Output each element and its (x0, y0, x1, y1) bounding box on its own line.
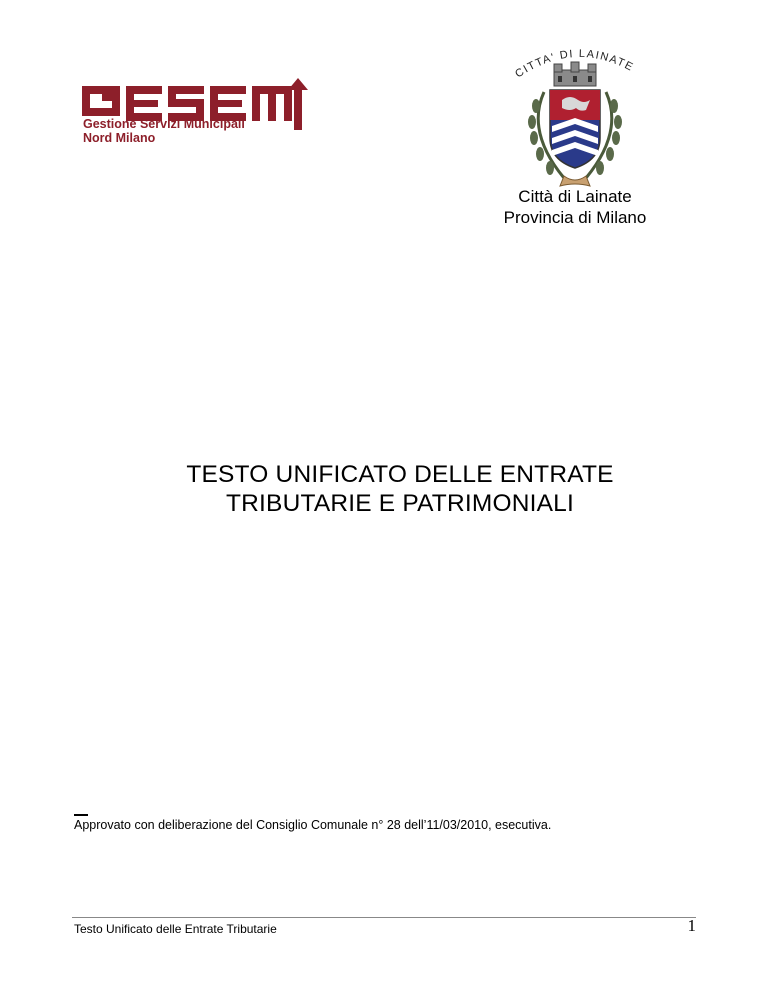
gesem-subtitle (83, 117, 245, 145)
city-name: Città di Lainate (518, 187, 632, 206)
gesem-subtitle-line1: Gestione Servizi Municipali (83, 117, 245, 131)
city-name-block (480, 186, 670, 228)
approval-footnote: Approvato con deliberazione del Consiglio Comunale n° 28 dell’11/03/2010, esecutiva. (74, 818, 552, 832)
document-title (80, 460, 720, 518)
gesem-subtitle-line2: Nord Milano (83, 131, 156, 145)
page-number: 1 (687, 916, 696, 935)
document-title-line2: TRIBUTARIE E PATRIMONIALI (225, 490, 575, 517)
city-coat-of-arms (520, 56, 630, 196)
document-title-line1: TESTO UNIFICATO DELLE ENTRATE (186, 461, 614, 488)
crest-arc-label: CITTA' DI LAINATE (513, 47, 636, 81)
footnote-separator (74, 814, 88, 816)
province-name: Provincia di Milano (503, 208, 647, 227)
footer-rule (72, 917, 696, 918)
footer-running-title: Testo Unificato delle Entrate Tributarie (74, 922, 277, 936)
